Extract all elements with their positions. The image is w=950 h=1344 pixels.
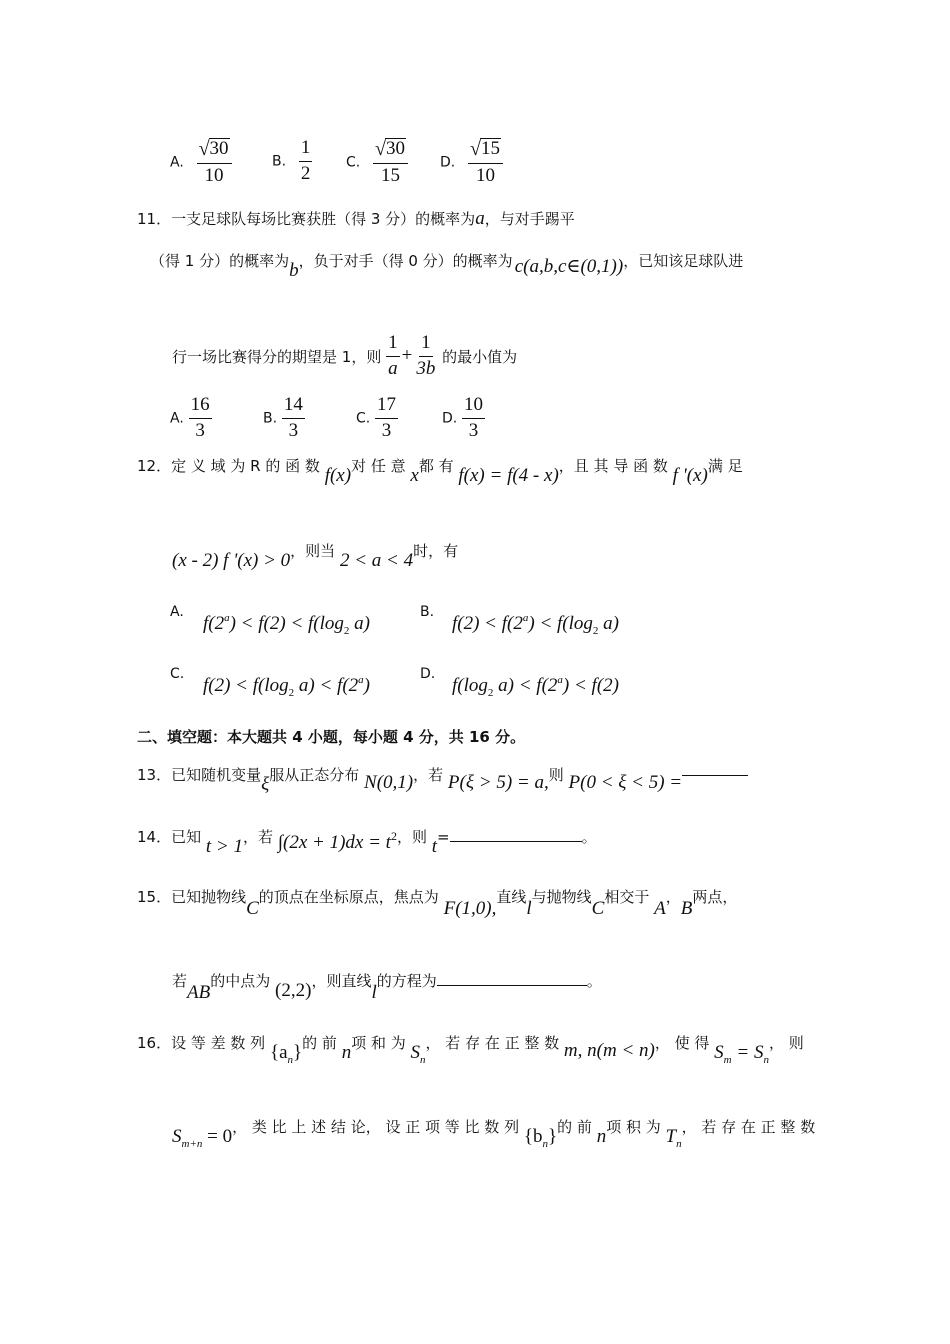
- question-number: 16．: [137, 1034, 172, 1052]
- q13-line: 13．已知随机变量ξ服从正态分布 N(0,1)，若 P(ξ > 5) = a,则 P(0 < ξ < 5) =: [137, 764, 748, 796]
- answer-blank: [682, 775, 748, 776]
- q14-line: 14．已知 t > 1，若 $\int(2x + 1)dx = t^2$，则 t= 。: [137, 828, 597, 857]
- q12-line1: 12．定 义 域 为 R 的 函 数 f(x)对 任 意 x都 有 f(x) = f(4 - x)，且 其 导 函 数 f '(x)满 足: [137, 457, 743, 486]
- q10-option-d: [440, 138, 503, 187]
- option-fraction: √ 30 10: [197, 138, 232, 187]
- q11-option-a: A. $\frac{16}{3}$: [170, 394, 210, 441]
- question-number: 14．: [137, 828, 172, 846]
- q10-option-b: [272, 138, 312, 185]
- option-fraction: √ 30 15: [373, 138, 408, 187]
- q12-option-b-expr: $f(2) < f(2^a) < f(\log_2$ a): [452, 612, 619, 637]
- question-number: 12．: [137, 457, 172, 475]
- q12-option-c-expr: $f(2) < f(\log_2$ $a) < f(2^a)$: [203, 674, 370, 699]
- fraction: $\frac{1}{a}$: [388, 332, 398, 379]
- question-number: 15．: [137, 888, 172, 906]
- q12-option-a-expr: $f(2^a) < f(2) < f(\log_2$ a): [203, 612, 370, 637]
- q12-option-d-label: D.: [420, 666, 436, 682]
- question-number: 13．: [137, 766, 172, 784]
- section-heading: 二、填空题：本大题共 4 小题，每小题 4 分，共 16 分。: [137, 728, 526, 746]
- q11-option-b: B. $\frac{14}{3}$: [263, 394, 303, 441]
- option-label: B.: [272, 153, 287, 170]
- option-label: A.: [170, 154, 184, 171]
- q12-option-b-label: B.: [420, 604, 435, 620]
- q10-option-a: [170, 138, 232, 187]
- answer-blank: [450, 841, 582, 842]
- option-fraction: √ 15 10: [468, 138, 503, 187]
- option-fraction: $\frac{1}{2}$: [300, 137, 311, 184]
- option-label: D.: [440, 154, 456, 171]
- q11-line1: 11．一支足球队每场比赛获胜（得 3 分）的概率为a，与对手踢平: [137, 208, 575, 229]
- q16-line1: 16．设 等 差 数 列 $\{a_n\}$的 前 n项 和 为 $S_n$， 若 存 在 正 整 数 m, n(m < n)， 使 得 $S_m = S_n$， 则: [137, 1034, 804, 1066]
- option-label: C.: [346, 154, 361, 171]
- q15-line1: 15．已知抛物线C的顶点在坐标原点，焦点为 F(1,0),直线l与抛物线C相交于 A，B两点，: [137, 888, 738, 919]
- q16-line2: $S_{m+n} = 0$， 类 比 上 述 结 论， 设 正 项 等 比 数 列 $\{b_n\}$的 前 n项 积 为 $T_n$， 若 存 在 正 整 数: [172, 1118, 816, 1150]
- q10-option-c: [346, 138, 408, 187]
- question-number: 11．: [137, 210, 172, 228]
- q11-options: [170, 395, 485, 442]
- q12-option-a-label: A.: [170, 604, 184, 620]
- q11-line2: （得 1 分）的概率为b，负于对手（得 0 分）的概率为 c(a,b,c∈(0,1))，已知该足球队进: [150, 252, 744, 281]
- q12-line2: (x - 2) f '(x) > 0，则当 2 < a < 4时，有: [172, 542, 459, 571]
- q11-option-d: D. $\frac{10}{3}$: [442, 394, 484, 441]
- fraction: $\frac{1}{3b}$: [416, 332, 436, 379]
- q12-option-c-label: C.: [170, 666, 185, 682]
- q11-option-c: C. $\frac{17}{3}$: [356, 394, 397, 441]
- q11-line3: 行一场比赛得分的期望是 1，则 $\frac{1}{a}$ + $\frac{1}{3b}$ 的最小值为: [172, 332, 518, 379]
- q12-option-d-expr: $f(\log_2$ $a) < f(2^a) < f(2)$: [452, 674, 619, 699]
- answer-blank: [437, 985, 587, 986]
- q15-line2: 若AB的中点为 (2,2)，则直线l的方程为 。: [172, 972, 602, 1003]
